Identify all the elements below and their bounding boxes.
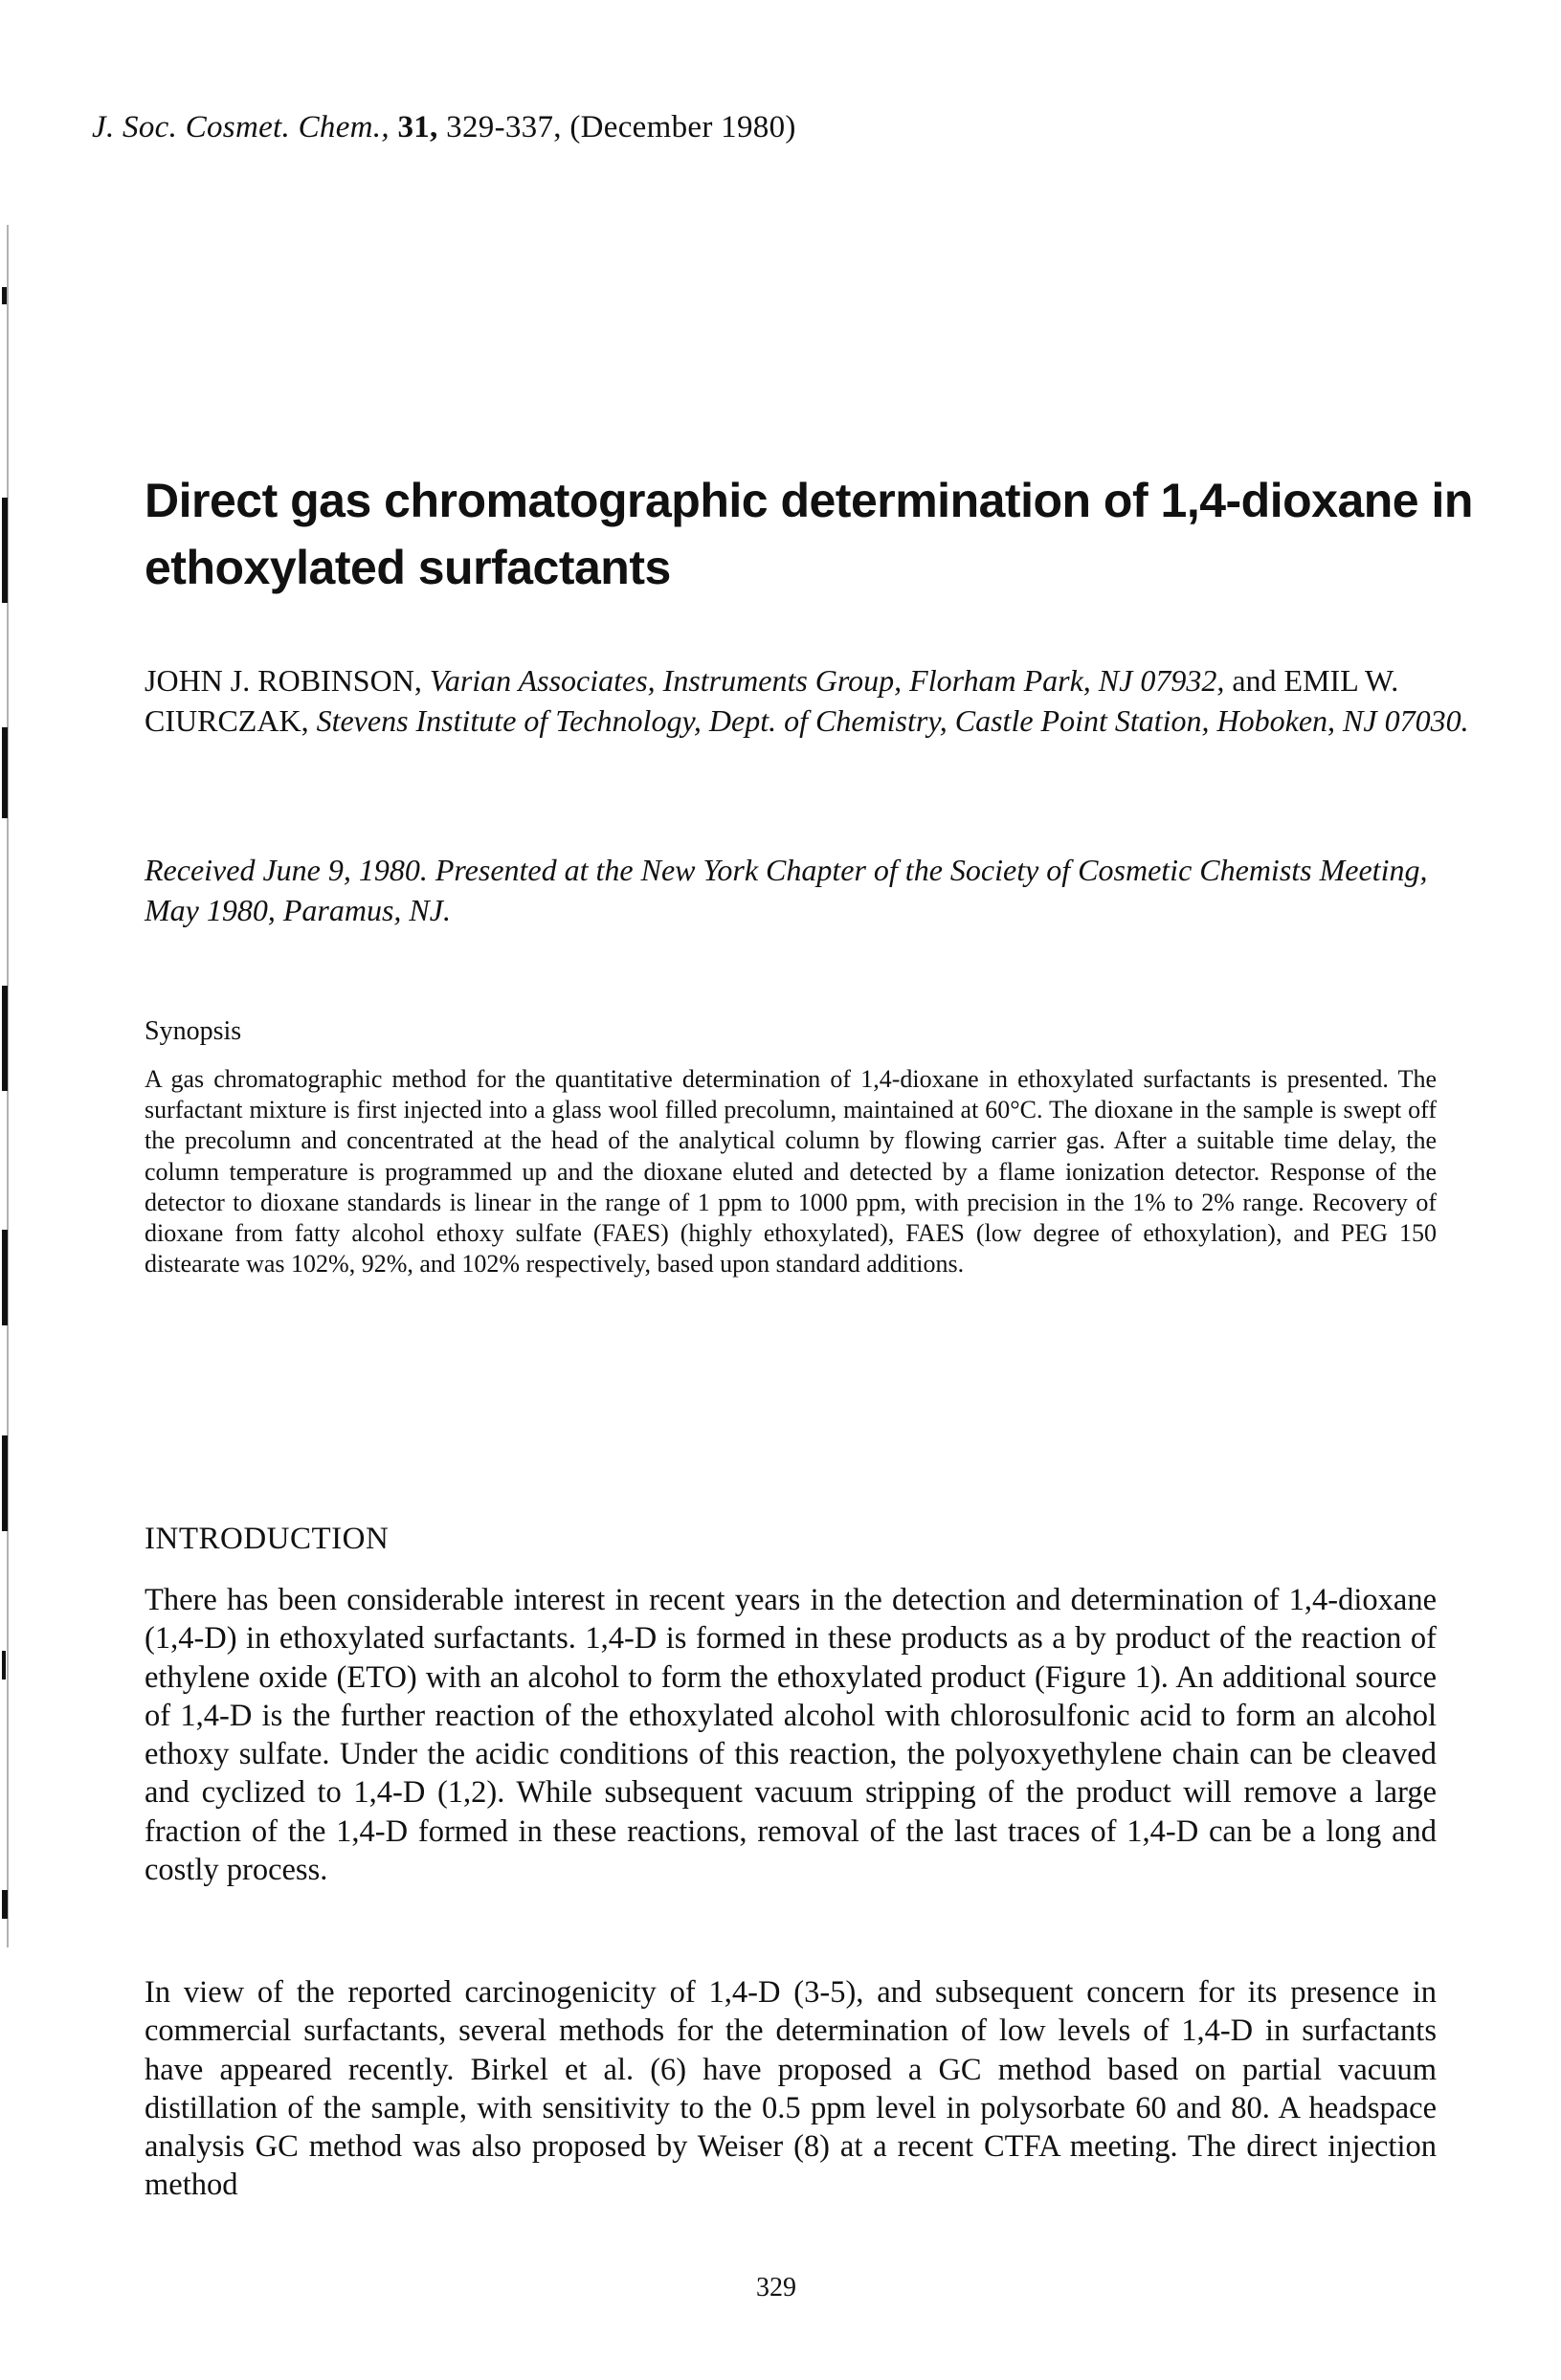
author1-name: JOHN J. ROBINSON, [145, 663, 422, 698]
introduction-paragraph: In view of the reported carcinogenicity of 1,4-D (3-5), and subsequent concern for its presence in commercial surfactants, several methods for the determination of low levels of 1,4-D in surfactants have appeared recently. Birkel et al. (6) have proposed a GC method based on partial vacuum distillation of the sample, with sensitivity to the 0.5 ppm level in polysorbate 60 and 80. A headspace analysis GC method was also proposed by Weiser (8) at a recent CTFA meeting. The direct injection method [145, 1975, 1437, 2203]
paper-title: Direct gas chromatographic determination of 1,4-dioxane in ethoxylated surfactants [145, 474, 1473, 594]
journal-volume: 31, [397, 110, 438, 145]
author-block [145, 660, 1484, 741]
journal-name: J. Soc. Cosmet. Chem., [92, 110, 390, 145]
scan-mark [2, 986, 8, 1091]
synopsis-heading: Synopsis [145, 1016, 242, 1046]
author2-name: EMIL W. CIURCZAK, [145, 663, 1399, 738]
journal-citation [92, 110, 796, 145]
page-number: 329 [756, 2273, 796, 2302]
scan-mark [2, 1435, 8, 1531]
author2-affiliation: Stevens Institute of Technology, Dept. of Chemistry, Castle Point Station, Hoboken, NJ 07030. [316, 703, 1469, 738]
scan-mark [2, 1651, 6, 1679]
introduction-heading: INTRODUCTION [145, 1522, 390, 1556]
scan-mark [2, 498, 8, 603]
scan-mark [2, 727, 8, 818]
received-note: Received June 9, 1980. Presented at the New York Chapter of the Society of Cosmetic Chemists Meeting, May 1980, Paramus, NJ. [145, 853, 1428, 927]
scan-mark [2, 1890, 8, 1919]
scan-mark [2, 287, 7, 304]
synopsis-text: A gas chromatographic method for the quantitative determination of 1,4-dioxane in ethoxylated surfactants is presented. The surfactant mixture is first injected into a glass wool filled precolumn, maintained at 60°C. The dioxane in the sample is swept off the precolumn and concentrated at the head of the analytical column by flowing carrier gas. After a suitable time delay, the column temperature is programmed up and the dioxane eluted and detected by a flame ionization detector. Response of the detector to dioxane standards is linear in the range of 1 ppm to 1000 ppm, with precision in the 1% to 2% range. Recovery of dioxane from fatty alcohol ethoxy sulfate (FAES) (highly ethoxylated), FAES (low degree of ethoxylation), and PEG 150 distearate was 102%, 92%, and 102% respectively, based upon standard additions. [145, 1065, 1437, 1279]
author-conjunction: and [1232, 663, 1277, 698]
journal-pages-date: 329-337, (December 1980) [446, 110, 796, 145]
author1-affiliation: Varian Associates, Instruments Group, Florham Park, NJ 07932, [429, 663, 1225, 698]
introduction-paragraph: There has been considerable interest in recent years in the detection and determination of 1,4-dioxane (1,4-D) in ethoxylated surfactants. 1,4-D is formed in these products as a by product of the reaction of ethylene oxide (ETO) with an alcohol to form the ethoxylated product (Figure 1). An additional source of 1,4-D is the further reaction of the ethoxylated alcohol with chlorosulfonic acid to form an alcohol ethoxy sulfate. Under the acidic conditions of this reaction, the polyoxyethylene chain can be cleaved and cyclized to 1,4-D (1,2). While subsequent vacuum stripping of the product will remove a large fraction of the 1,4-D formed in these reactions, removal of the last traces of 1,4-D can be a long and costly process. [145, 1583, 1437, 1888]
scan-mark [2, 1230, 8, 1325]
